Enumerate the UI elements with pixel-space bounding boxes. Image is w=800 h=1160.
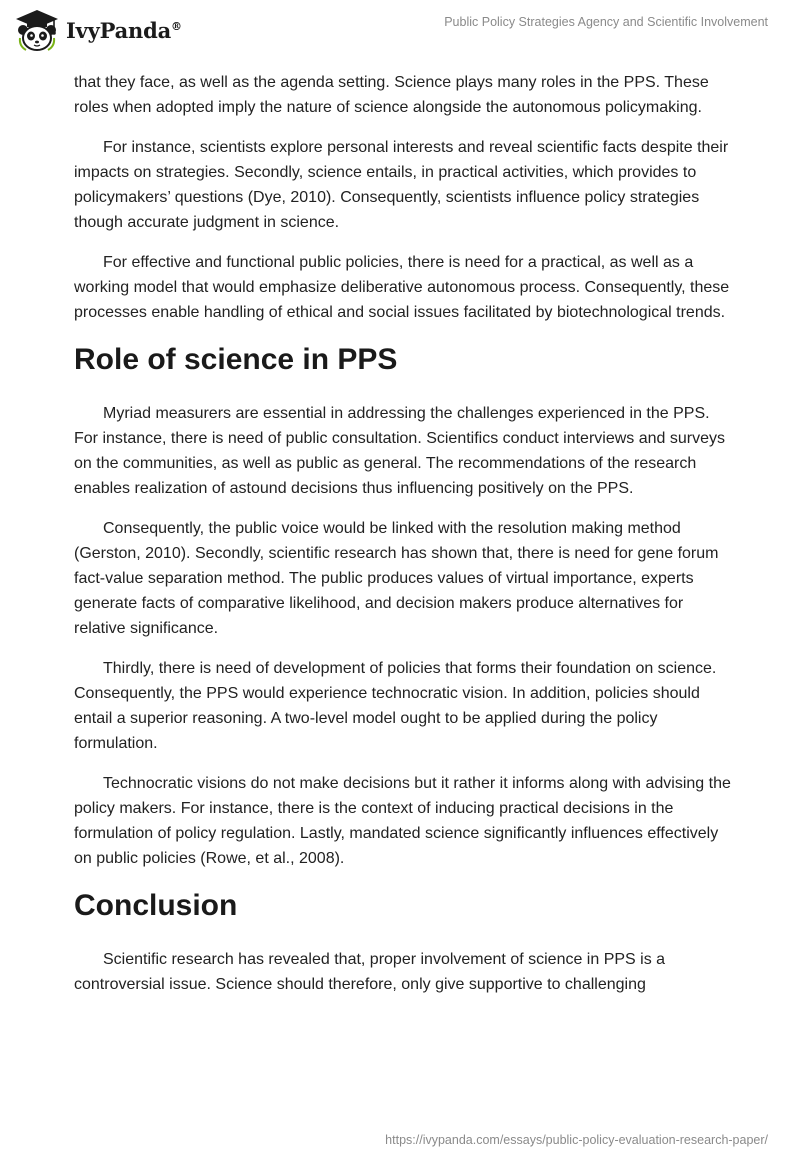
logo[interactable]	[14, 8, 182, 52]
essay-body	[74, 70, 734, 1012]
paragraph: For instance, scientists explore personal interests and reveal scientific facts despite their impacts on strategies. Secondly, science entails, in practical activities, which provides to policymakers’ questions (Dye, 2010). Consequently, scientists influence policy strategies though accurate judgment in science.	[74, 139, 729, 231]
page-header	[0, 0, 800, 66]
paragraph: Consequently, the public voice would be linked with the resolution making method (Gerston, 2010). Secondly, scientific research has shown that, there is need for gene forum fact-value separation method. The public produces values of virtual importance, experts generate facts of comparative likelihood, and decision makers produce alternatives for relative significance.	[74, 520, 719, 637]
source-url[interactable]: https://ivypanda.com/essays/public-policy-evaluation-research-paper/	[385, 1133, 768, 1147]
paragraph: Myriad measurers are essential in addressing the challenges experienced in the PPS. For instance, there is need of public consultation. Scientifics conduct interviews and surveys on the communities, as well as public as general. The recommendations of the research enables realization of astound decisions thus influencing positively on the PPS.	[74, 405, 725, 497]
paragraph: that they face, as well as the agenda setting. Science plays many roles in the PPS. These roles when adopted imply the nature of science alongside the autonomous policymaking.	[74, 74, 709, 116]
paragraph: Thirdly, there is need of development of policies that forms their foundation on science. Consequently, the PPS would experience technocratic vision. In addition, policies should entail a superior reasoning. A two-level model ought to be applied during the policy formulation.	[74, 660, 717, 752]
document-title: Public Policy Strategies Agency and Scientific Involvement	[444, 15, 768, 29]
section-heading-role-of-science: Role of science in PPS	[74, 343, 398, 376]
paragraph: Technocratic visions do not make decisions but it rather it informs along with advising the policy makers. For instance, there is the context of inducing practical decisions in the formulation of policy regulation. Lastly, mandated science significantly influences effectively on public policies (Rowe, et al., 2008).	[74, 775, 731, 867]
paragraph: For effective and functional public policies, there is need for a practical, as well as a working model that would emphasize deliberative autonomous process. Consequently, these processes enable handling of ethical and social issues facilitated by biotechnological trends.	[74, 254, 730, 321]
section-heading-conclusion: Conclusion	[74, 889, 238, 922]
brand-name: IvyPanda®	[66, 17, 182, 43]
panda-graduate-icon	[14, 8, 60, 52]
paragraph: Scientific research has revealed that, proper involvement of science in PPS is a controversial issue. Science should therefore, only give supportive to challenging	[74, 951, 666, 993]
